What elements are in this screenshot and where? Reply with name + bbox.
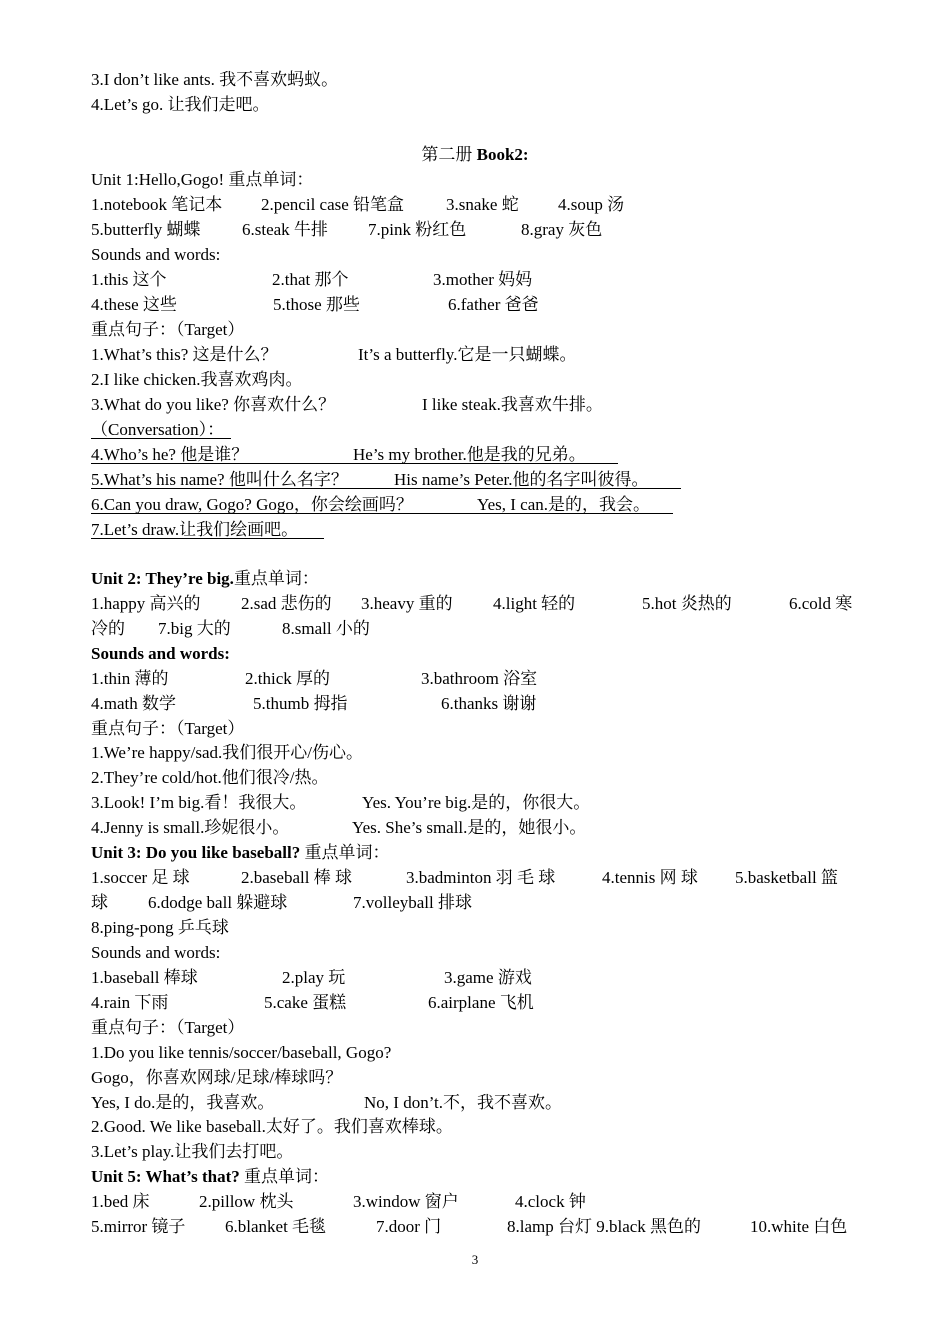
- word-item: 6.thanks 谢谢: [441, 694, 537, 713]
- sentence-line: 2.They’re cold/hot.他们很冷/热。: [91, 768, 329, 787]
- word-item: 冷的: [91, 619, 125, 638]
- word-item: 7.pink 粉红色: [368, 220, 467, 239]
- word-item: 6.father 爸爸: [448, 295, 539, 314]
- word-item: 3.game 游戏: [444, 968, 532, 987]
- word-item: 6.steak 牛排: [242, 220, 328, 239]
- word-item: 4.these 这些: [91, 295, 177, 314]
- word-item: 5.butterfly 蝴蝶: [91, 220, 201, 239]
- word-item: 7.door 门: [376, 1217, 442, 1236]
- sentence-answer: Yes, I do.是的，我喜欢。: [91, 1093, 275, 1112]
- word-item: 2.sad 悲伤的: [241, 594, 332, 613]
- sentence-answer: Yes, I can.是的，我会。: [477, 495, 650, 514]
- sentence-question: 1.What’s this? 这是什么？: [91, 345, 278, 364]
- word-item: 5.thumb 拇指: [253, 694, 348, 713]
- sentence-line: 2.I like chicken.我喜欢鸡肉。: [91, 370, 303, 389]
- page-number: 3: [471, 1252, 479, 1267]
- sentence-answer: No, I don’t.不，我不喜欢。: [364, 1093, 563, 1112]
- sounds-header: Sounds and words:: [91, 245, 221, 264]
- sentence-answer: I like steak.我喜欢牛排。: [422, 395, 603, 414]
- sentence-answer: It’s a butterfly.它是一只蝴蝶。: [358, 345, 577, 364]
- word-item: 8.lamp 台灯 9.black 黑色的: [507, 1217, 702, 1236]
- sounds-header: Sounds and words:: [91, 943, 221, 962]
- underline: [91, 513, 673, 514]
- word-item: 8.gray 灰色: [521, 220, 603, 239]
- word-item: 5.cake 蛋糕: [264, 993, 347, 1012]
- book-title: 第二册 Book2:: [421, 145, 529, 164]
- word-item: 5.those 那些: [273, 295, 360, 314]
- unit1-header: Unit 1:Hello,Gogo! 重点单词：: [91, 170, 314, 189]
- word-item: 4.soup 汤: [558, 195, 625, 214]
- sentence-line: 1.We’re happy/sad.我们很开心/伤心。: [91, 743, 363, 762]
- unit3-header: Unit 3: Do you like baseball? 重点单词：: [91, 843, 390, 862]
- word-item: 3.window 窗户: [353, 1192, 459, 1211]
- word-item: 6.airplane 飞机: [428, 993, 534, 1012]
- word-item: 8.ping-pong 乒乓球: [91, 918, 229, 937]
- sentence-answer: Yes. You’re big.是的，你很大。: [362, 793, 591, 812]
- word-item: 4.clock 钟: [515, 1192, 586, 1211]
- word-item: 3.mother 妈妈: [433, 270, 533, 289]
- word-item: 4.rain 下雨: [91, 993, 169, 1012]
- word-item: 3.badminton 羽 毛 球: [406, 868, 556, 887]
- sentence-answer: His name’s Peter.他的名字叫彼得。: [394, 470, 649, 489]
- word-item: 10.white 白色: [750, 1217, 848, 1236]
- word-item: 3.snake 蛇: [446, 195, 519, 214]
- target-header: 重点句子：（Target）: [91, 719, 245, 738]
- conversation-line: 7.Let’s draw.让我们绘画吧。: [91, 520, 299, 539]
- word-item: 1.thin 薄的: [91, 669, 169, 688]
- word-item: 5.hot 炎热的: [642, 594, 732, 613]
- sentence-question: 6.Can you draw, Gogo? Gogo，你会绘画吗？: [91, 495, 413, 514]
- word-item: 6.dodge ball 躲避球: [148, 893, 288, 912]
- word-item: 2.thick 厚的: [245, 669, 330, 688]
- word-item: 7.volleyball 排球: [353, 893, 472, 912]
- underline: [91, 488, 681, 489]
- word-item: 6.cold 寒: [789, 594, 853, 613]
- target-header: 重点句子：（Target）: [91, 1018, 245, 1037]
- word-item: 2.pencil case 铅笔盒: [261, 195, 405, 214]
- word-item: 2.play 玩: [282, 968, 346, 987]
- text-line: 3.I don’t like ants. 我不喜欢蚂蚁。: [91, 70, 339, 89]
- word-item: 4.light 轻的: [493, 594, 576, 613]
- word-item: 7.big 大的: [158, 619, 231, 638]
- sentence-line: 1.Do you like tennis/soccer/baseball, Gogo?: [91, 1043, 392, 1062]
- word-item: 球: [91, 893, 108, 912]
- sentence-question: 4.Jenny is small.珍妮很小。: [91, 818, 290, 837]
- sentence-question: 3.What do you like? 你喜欢什么？: [91, 395, 336, 414]
- underline: [91, 463, 618, 464]
- word-item: 8.small 小的: [282, 619, 370, 638]
- sounds-header: Sounds and words:: [91, 644, 230, 663]
- word-item: 2.pillow 枕头: [199, 1192, 294, 1211]
- conversation-header: （Conversation）：: [91, 420, 225, 439]
- sentence-question: 3.Look! I’m big.看！我很大。: [91, 793, 307, 812]
- word-item: 5.mirror 镜子: [91, 1217, 186, 1236]
- sentence-answer: He’s my brother.他是我的兄弟。: [353, 445, 586, 464]
- word-item: 6.blanket 毛毯: [225, 1217, 327, 1236]
- word-item: 1.soccer 足 球: [91, 868, 190, 887]
- word-item: 2.baseball 棒 球: [241, 868, 352, 887]
- target-header: 重点句子：（Target）: [91, 320, 245, 339]
- word-item: 1.happy 高兴的: [91, 594, 201, 613]
- unit2-header: Unit 2: They’re big.重点单词：: [91, 569, 319, 588]
- word-item: 1.baseball 棒球: [91, 968, 198, 987]
- sentence-question: 5.What’s his name? 他叫什么名字？: [91, 470, 348, 489]
- word-item: 2.that 那个: [272, 270, 349, 289]
- word-item: 1.bed 床: [91, 1192, 150, 1211]
- word-item: 3.bathroom 浴室: [421, 669, 538, 688]
- word-item: 4.tennis 网 球: [602, 868, 698, 887]
- word-item: 1.notebook 笔记本: [91, 195, 223, 214]
- sentence-line: 3.Let’s play.让我们去打吧。: [91, 1142, 294, 1161]
- underline: [91, 538, 324, 539]
- text-line: 4.Let’s go. 让我们走吧。: [91, 95, 270, 114]
- sentence-line: 2.Good. We like baseball.太好了。我们喜欢棒球。: [91, 1117, 453, 1136]
- word-item: 5.basketball 篮: [735, 868, 838, 887]
- word-item: 1.this 这个: [91, 270, 167, 289]
- word-item: 4.math 数学: [91, 694, 176, 713]
- sentence-line: Gogo，你喜欢网球/足球/棒球吗？: [91, 1068, 343, 1087]
- underline: [91, 438, 231, 439]
- unit5-header: Unit 5: What’s that? 重点单词：: [91, 1167, 330, 1186]
- word-item: 3.heavy 重的: [361, 594, 453, 613]
- sentence-question: 4.Who’s he? 他是谁？: [91, 445, 249, 464]
- sentence-answer: Yes. She’s small.是的，她很小。: [352, 818, 587, 837]
